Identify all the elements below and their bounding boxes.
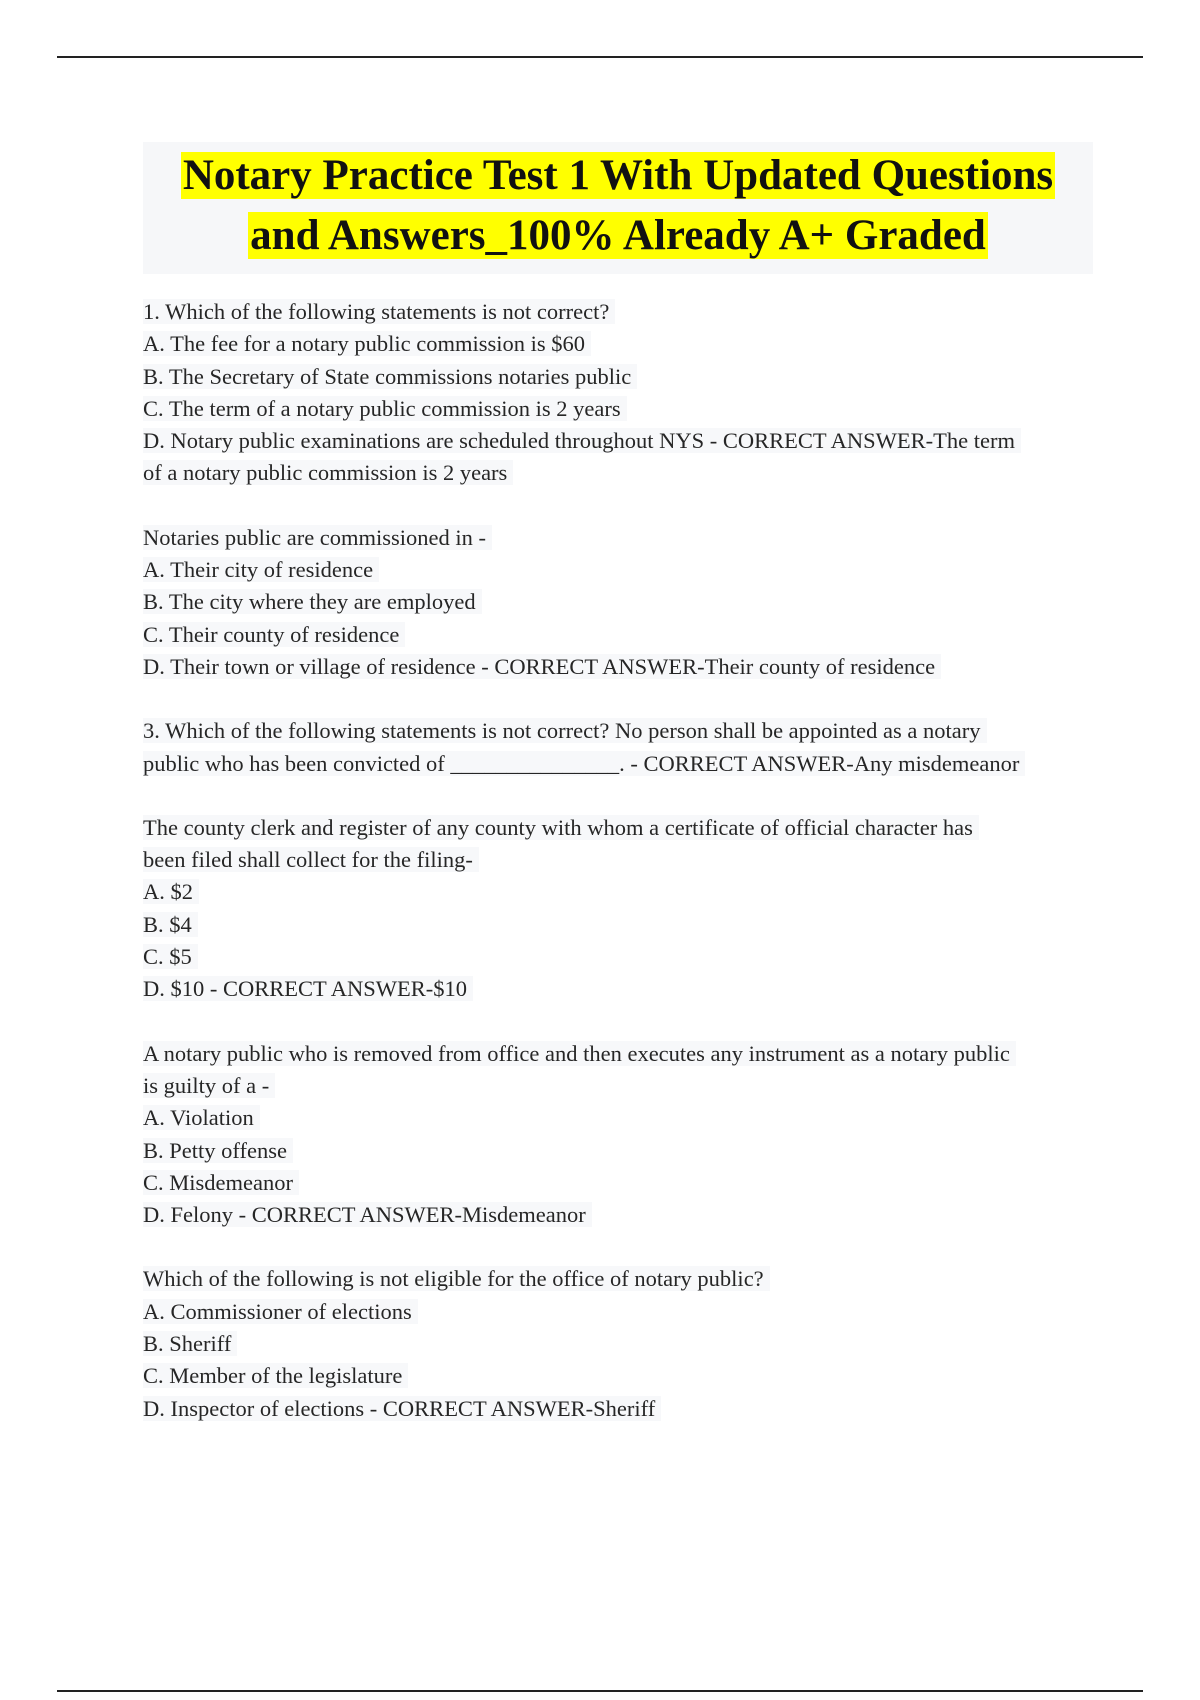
line-text: B. Sheriff xyxy=(143,1331,237,1356)
question-line xyxy=(143,1135,1093,1167)
question-line xyxy=(143,425,1093,457)
question-text xyxy=(143,1263,1093,1295)
question-line xyxy=(143,457,1093,489)
bottom-rule xyxy=(57,1690,1143,1692)
question-line xyxy=(143,1199,1093,1231)
question-line xyxy=(143,1167,1093,1199)
line-text: C. Member of the legislature xyxy=(143,1363,408,1388)
question-line xyxy=(143,1393,1093,1425)
line-text: B. The Secretary of State commissions notaries public xyxy=(143,364,637,389)
line-text: A notary public who is removed from office and then executes any instrument as a notary public xyxy=(143,1041,1016,1066)
title-line-1-text: Notary Practice Test 1 With Updated Questions xyxy=(182,152,1054,199)
line-text: 1. Which of the following statements is not correct? xyxy=(143,299,615,324)
line-text: A. The fee for a notary public commission is $60 xyxy=(143,331,591,356)
document-title xyxy=(143,142,1093,274)
question-line xyxy=(143,393,1093,425)
question-line xyxy=(143,909,1093,941)
question-line xyxy=(143,1296,1093,1328)
line-text: D. Felony - CORRECT ANSWER-Misdemeanor xyxy=(143,1202,592,1227)
question-list xyxy=(143,296,1093,1457)
question-line xyxy=(143,941,1093,973)
title-line-2 xyxy=(143,206,1093,266)
line-text: A. $2 xyxy=(143,879,199,904)
question-text xyxy=(143,296,1093,328)
line-text: of a notary public commission is 2 years xyxy=(143,460,513,485)
line-text: A. Violation xyxy=(143,1105,260,1130)
question-line xyxy=(143,619,1093,651)
line-text: is guilty of a - xyxy=(143,1073,275,1098)
line-text: C. Misdemeanor xyxy=(143,1170,299,1195)
line-text: D. Notary public examinations are scheduled throughout NYS - CORRECT ANSWER-The term xyxy=(143,428,1021,453)
title-line-2-text: and Answers_100% Already A+ Graded xyxy=(250,212,986,259)
line-text: A. Their city of residence xyxy=(143,557,379,582)
line-text: C. $5 xyxy=(143,944,198,969)
question-block xyxy=(143,522,1093,683)
question-block xyxy=(143,296,1093,490)
line-text: B. $4 xyxy=(143,912,198,937)
line-text: 3. Which of the following statements is not correct? No person shall be appointed as a notary xyxy=(143,718,987,743)
line-text: D. $10 - CORRECT ANSWER-$10 xyxy=(143,976,473,1001)
question-block xyxy=(143,1263,1093,1424)
question-block xyxy=(143,812,1093,1006)
question-text xyxy=(143,812,1093,844)
line-text: public who has been convicted of _______________. - CORRECT ANSWER-Any misdemeanor xyxy=(143,751,1025,776)
question-line xyxy=(143,1102,1093,1134)
question-line xyxy=(143,748,1093,780)
line-text: been filed shall collect for the filing- xyxy=(143,847,479,872)
question-line xyxy=(143,651,1093,683)
line-text: The county clerk and register of any county with whom a certificate of official character has xyxy=(143,815,979,840)
question-line xyxy=(143,1070,1093,1102)
line-text: C. The term of a notary public commission is 2 years xyxy=(143,396,627,421)
question-line xyxy=(143,586,1093,618)
line-text: B. The city where they are employed xyxy=(143,589,482,614)
question-line xyxy=(143,554,1093,586)
top-rule xyxy=(57,56,1143,58)
line-text: B. Petty offense xyxy=(143,1138,293,1163)
question-line xyxy=(143,844,1093,876)
line-text: Notaries public are commissioned in - xyxy=(143,525,492,550)
title-line-1 xyxy=(143,146,1093,206)
question-line xyxy=(143,328,1093,360)
question-block xyxy=(143,1038,1093,1232)
question-line xyxy=(143,876,1093,908)
question-block xyxy=(143,715,1093,780)
question-line xyxy=(143,361,1093,393)
question-line xyxy=(143,1360,1093,1392)
line-text: D. Inspector of elections - CORRECT ANSWER-Sheriff xyxy=(143,1396,661,1421)
question-text xyxy=(143,522,1093,554)
line-text: D. Their town or village of residence - CORRECT ANSWER-Their county of residence xyxy=(143,654,941,679)
line-text: C. Their county of residence xyxy=(143,622,405,647)
line-text: Which of the following is not eligible for the office of notary public? xyxy=(143,1266,770,1291)
question-text xyxy=(143,1038,1093,1070)
question-line xyxy=(143,973,1093,1005)
question-text xyxy=(143,715,1093,747)
line-text: A. Commissioner of elections xyxy=(143,1299,418,1324)
question-line xyxy=(143,1328,1093,1360)
